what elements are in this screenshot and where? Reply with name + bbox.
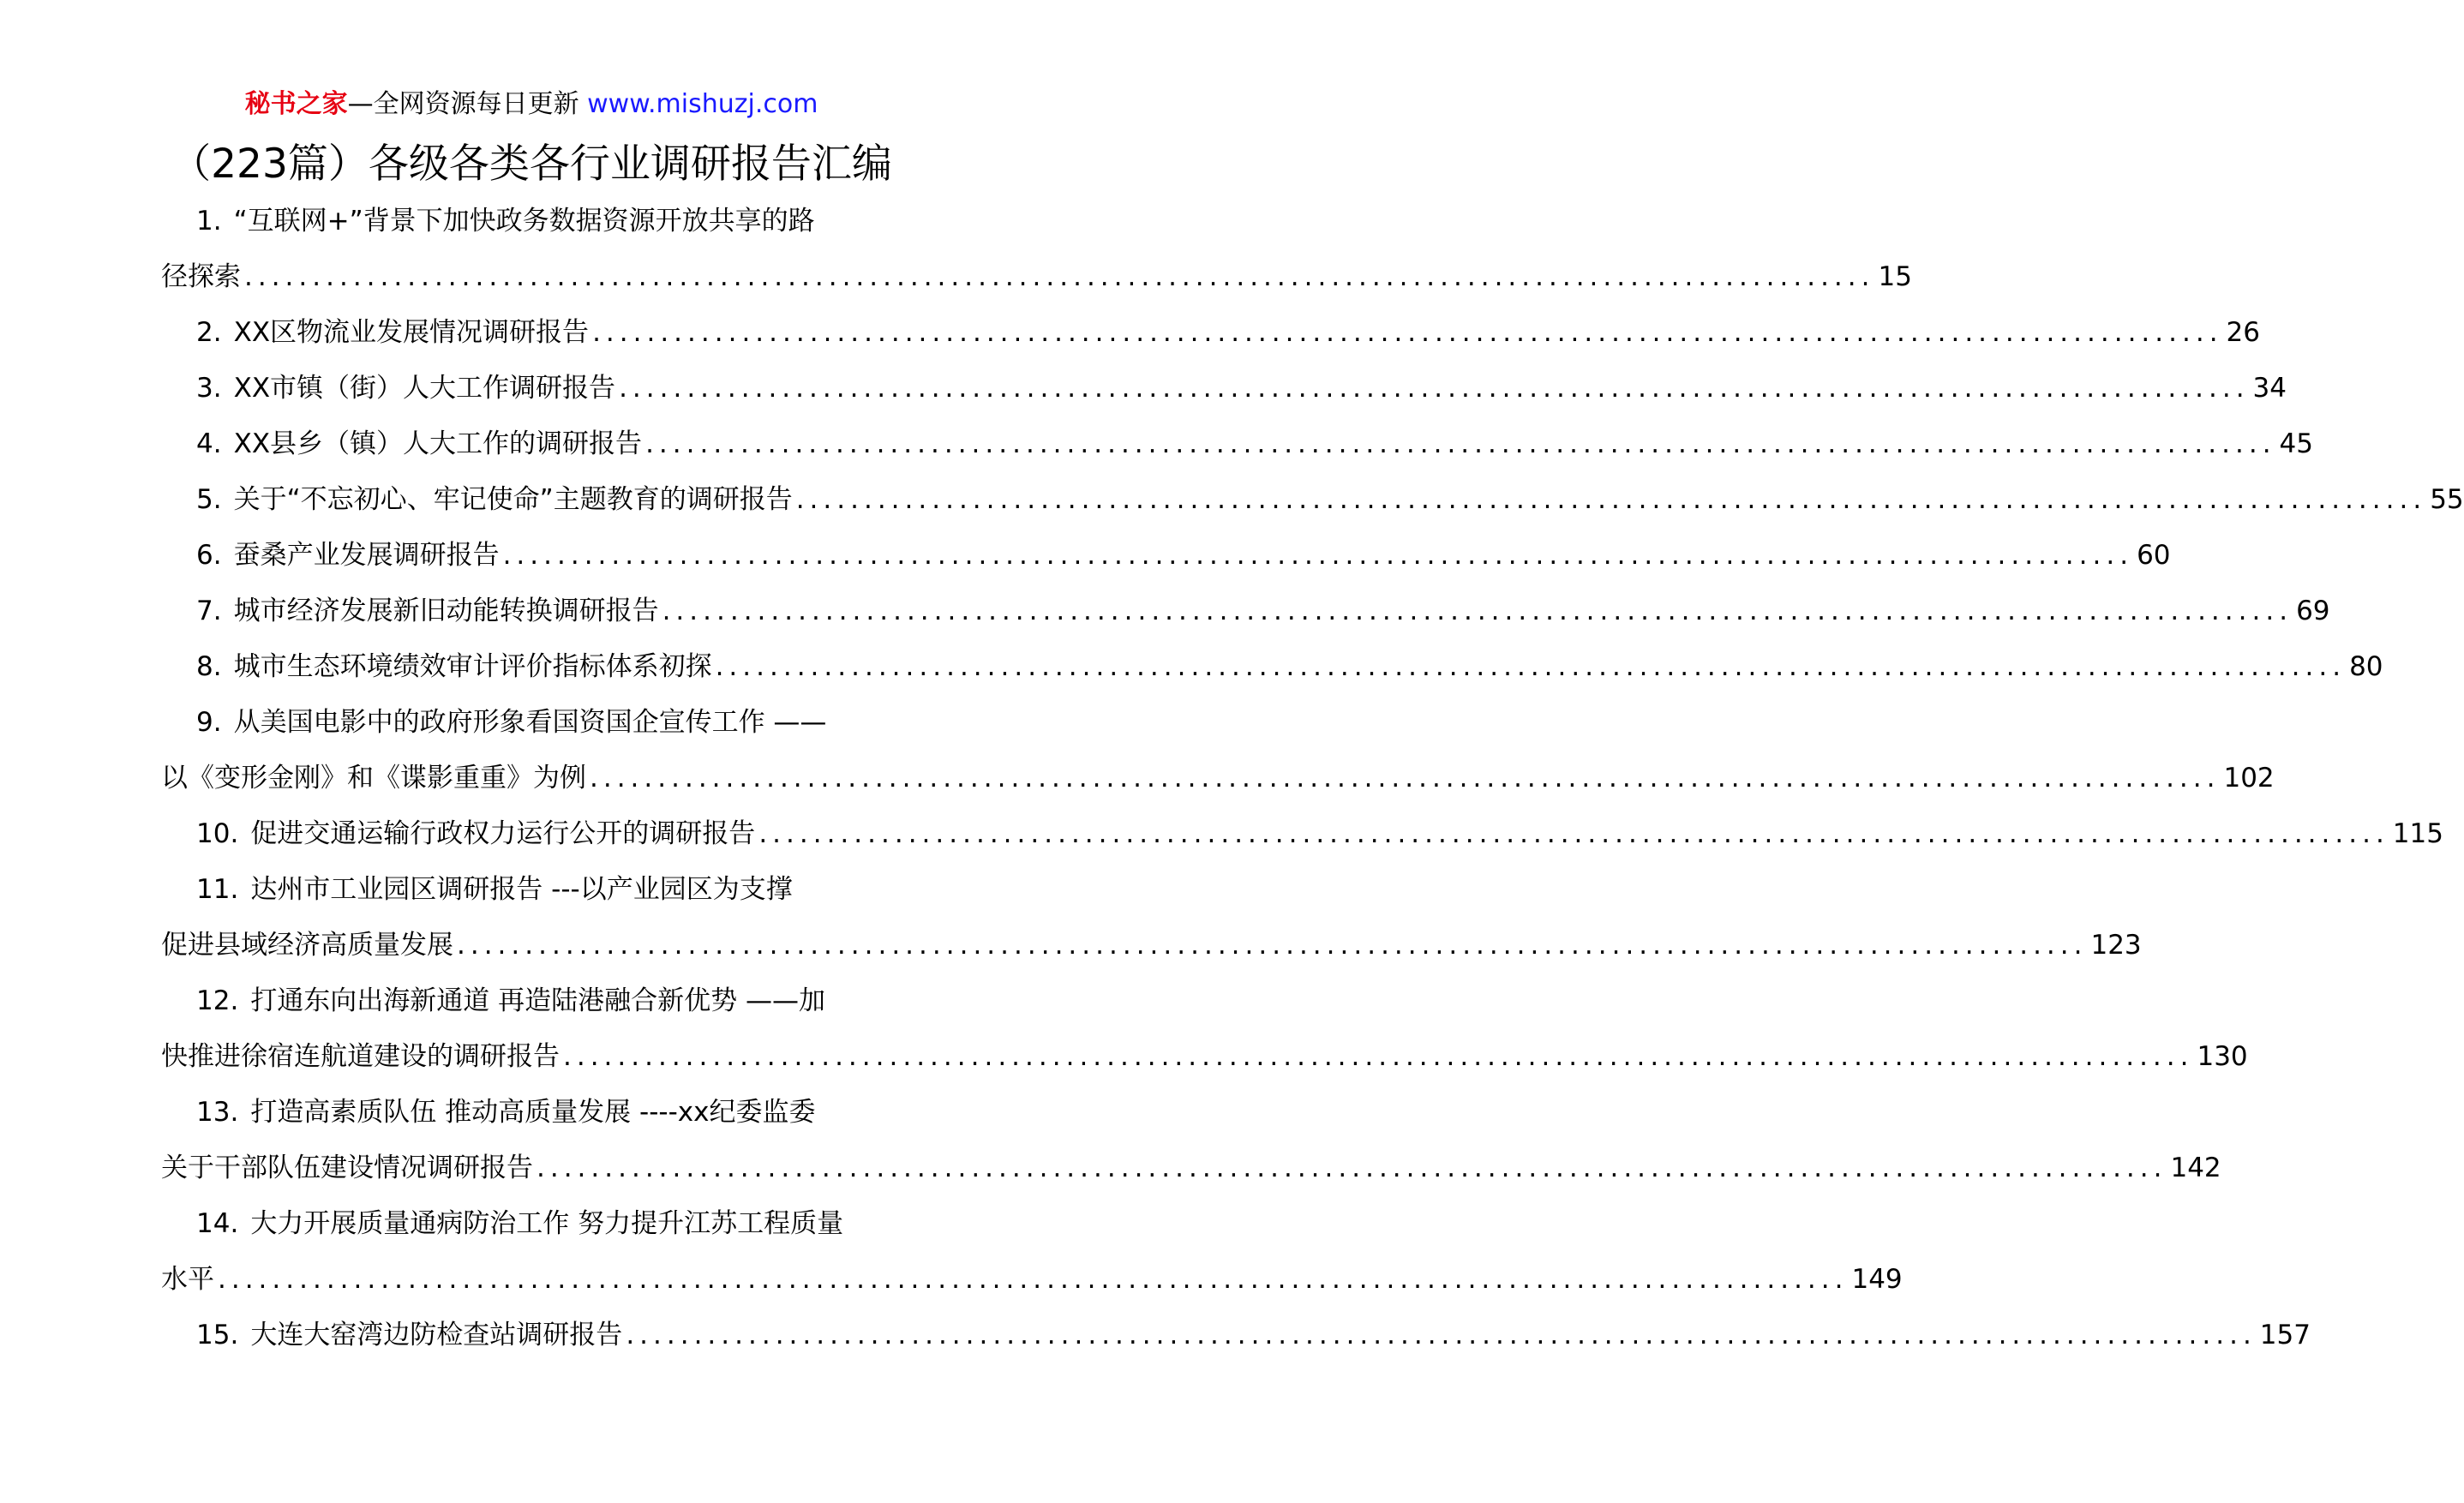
toc-entry[interactable] [161, 305, 2260, 361]
site-header [0, 86, 1063, 123]
toc-entry-line[interactable] [161, 862, 903, 918]
toc-entry-title: 大力开展质量通病防治工作 努力提升江苏工程质量 [250, 1208, 844, 1239]
toc-dot-leader: ........................................................................................................................ [457, 930, 2088, 961]
document-title: （223篇）各级各类各行业调研报告汇编 [171, 141, 892, 188]
toc-entry-line[interactable] [161, 194, 903, 249]
toc-entry[interactable] [161, 416, 2313, 472]
toc-page-number: 26 [2226, 317, 2260, 348]
toc-page-number: 55 [2430, 484, 2464, 515]
toc-page-number: 80 [2349, 651, 2383, 682]
toc-entry-title-continued: 促进县域经济高质量发展 [161, 930, 453, 961]
toc-page-number: 157 [2259, 1320, 2311, 1350]
toc-dot-leader: ........................................................................................................................ [715, 651, 2347, 682]
toc-entry[interactable] [161, 584, 2330, 639]
toc-dot-leader: ........................................................................................................................ [537, 1153, 2167, 1183]
toc-page-number: 45 [2279, 428, 2313, 459]
toc-entry-title: 打造高素质队伍 推动高质量发展 ----xx纪委监委 [250, 1097, 816, 1128]
toc-entry[interactable] [161, 472, 2464, 528]
site-url-link[interactable]: www.mishuzj.com [587, 89, 818, 119]
toc-entry-title-continued: 关于干部队伍建设情况调研报告 [161, 1153, 533, 1183]
toc-entry-number: 4. [196, 428, 222, 459]
toc-entry-title: “互联网+”背景下加快政务数据资源开放共享的路 [233, 206, 815, 237]
toc-dot-leader: ........................................................................................................................ [795, 484, 2427, 515]
toc-dot-leader: ........................................................................................................................ [592, 317, 2223, 348]
toc-entry-number: 11. [196, 874, 239, 905]
toc-entry-title: 蚕桑产业发展调研报告 [233, 540, 500, 571]
brand-name: 秘书之家 [244, 89, 348, 119]
toc-dot-leader: ........................................................................................................................ [662, 596, 2293, 626]
toc-dot-leader: ........................................................................................................................ [244, 261, 1875, 292]
toc-dot-leader: ........................................................................................................................ [619, 373, 2250, 404]
toc-dot-leader: ........................................................................................................................ [645, 428, 2276, 459]
toc-page-number: 69 [2296, 596, 2330, 626]
toc-entry-number: 14. [196, 1208, 239, 1239]
toc-entry-number: 13. [196, 1097, 239, 1128]
toc-entry-continuation[interactable] [161, 751, 2275, 806]
toc-entry-continuation[interactable] [161, 918, 2142, 973]
toc-dot-leader: ........................................................................................................................ [218, 1264, 1849, 1295]
toc-entry-number: 10. [196, 818, 239, 849]
toc-page-number: 130 [2197, 1041, 2248, 1072]
toc-entry-title: XX区物流业发展情况调研报告 [233, 317, 590, 348]
toc-entry-number: 6. [196, 540, 222, 571]
toc-entry-line[interactable] [161, 973, 903, 1029]
toc-entry-title: 打通东向出海新通道 再造陆港融合新优势 ——加 [250, 985, 826, 1016]
toc-entry-line[interactable] [161, 695, 903, 751]
toc-entry-title: 大连大窑湾边防检查站调研报告 [250, 1320, 623, 1350]
toc-entry-number: 1. [196, 206, 222, 237]
toc-entry-number: 9. [196, 707, 222, 738]
toc-entry-title: 关于“不忘初心、牢记使命”主题教育的调研报告 [233, 484, 793, 515]
toc-page-number: 34 [2252, 373, 2287, 404]
toc-entry[interactable] [161, 639, 2383, 695]
toc-entry-continuation[interactable] [161, 1029, 2248, 1085]
toc-entry-number: 8. [196, 651, 222, 682]
toc-dot-leader: ........................................................................................................................ [502, 540, 2134, 571]
toc-dot-leader: ........................................................................................................................ [758, 818, 2389, 849]
toc-page-number: 149 [1851, 1264, 1903, 1295]
toc-entry-continuation[interactable] [161, 1252, 1903, 1308]
toc-page-number: 15 [1878, 261, 1912, 292]
toc-entry-title-continued: 径探索 [161, 261, 241, 292]
toc-page-number: 115 [2392, 818, 2443, 849]
toc-page-number: 102 [2223, 763, 2275, 793]
toc-entry[interactable] [161, 1308, 2311, 1363]
toc-entry-number: 12. [196, 985, 239, 1016]
toc-entry-number: 5. [196, 484, 222, 515]
toc-entry-title: 城市生态环境绩效审计评价指标体系初探 [233, 651, 712, 682]
toc-page-number: 123 [2090, 930, 2142, 961]
toc-entry-continuation[interactable] [161, 1141, 2221, 1196]
toc-entry[interactable] [161, 528, 2171, 584]
toc-entry-number: 7. [196, 596, 222, 626]
toc-entry-line[interactable] [161, 1085, 903, 1141]
toc-entry-title: XX县乡（镇）人大工作的调研报告 [233, 428, 643, 459]
table-of-contents [161, 194, 2464, 1363]
toc-dot-leader: ........................................................................................................................ [590, 763, 2221, 793]
toc-entry-line[interactable] [161, 1196, 903, 1252]
site-slogan: —全网资源每日更新 [347, 89, 579, 119]
toc-entry-title: XX市镇（街）人大工作调研报告 [233, 373, 616, 404]
toc-entry-number: 15. [196, 1320, 239, 1350]
toc-dot-leader: ........................................................................................................................ [563, 1041, 2194, 1072]
toc-entry-title: 城市经济发展新旧动能转换调研报告 [233, 596, 659, 626]
toc-page-number: 60 [2137, 540, 2171, 571]
toc-entry-number: 2. [196, 317, 222, 348]
toc-entry-number: 3. [196, 373, 222, 404]
toc-entry[interactable] [161, 806, 2443, 862]
toc-entry[interactable] [161, 361, 2287, 416]
toc-entry-title-continued: 水平 [161, 1264, 214, 1295]
toc-entry-title: 从美国电影中的政府形象看国资国企宣传工作 —— [233, 707, 827, 738]
toc-entry-title: 促进交通运输行政权力运行公开的调研报告 [250, 818, 756, 849]
toc-entry-continuation[interactable] [161, 249, 1912, 305]
toc-dot-leader: ........................................................................................................................ [626, 1320, 2257, 1350]
toc-entry-title-continued: 以《变形金刚》和《谍影重重》为例 [161, 763, 586, 793]
toc-entry-title-continued: 快推进徐宿连航道建设的调研报告 [161, 1041, 560, 1072]
toc-entry-title: 达州市工业园区调研报告 ---以产业园区为支撑 [250, 874, 793, 905]
toc-page-number: 142 [2170, 1153, 2221, 1183]
